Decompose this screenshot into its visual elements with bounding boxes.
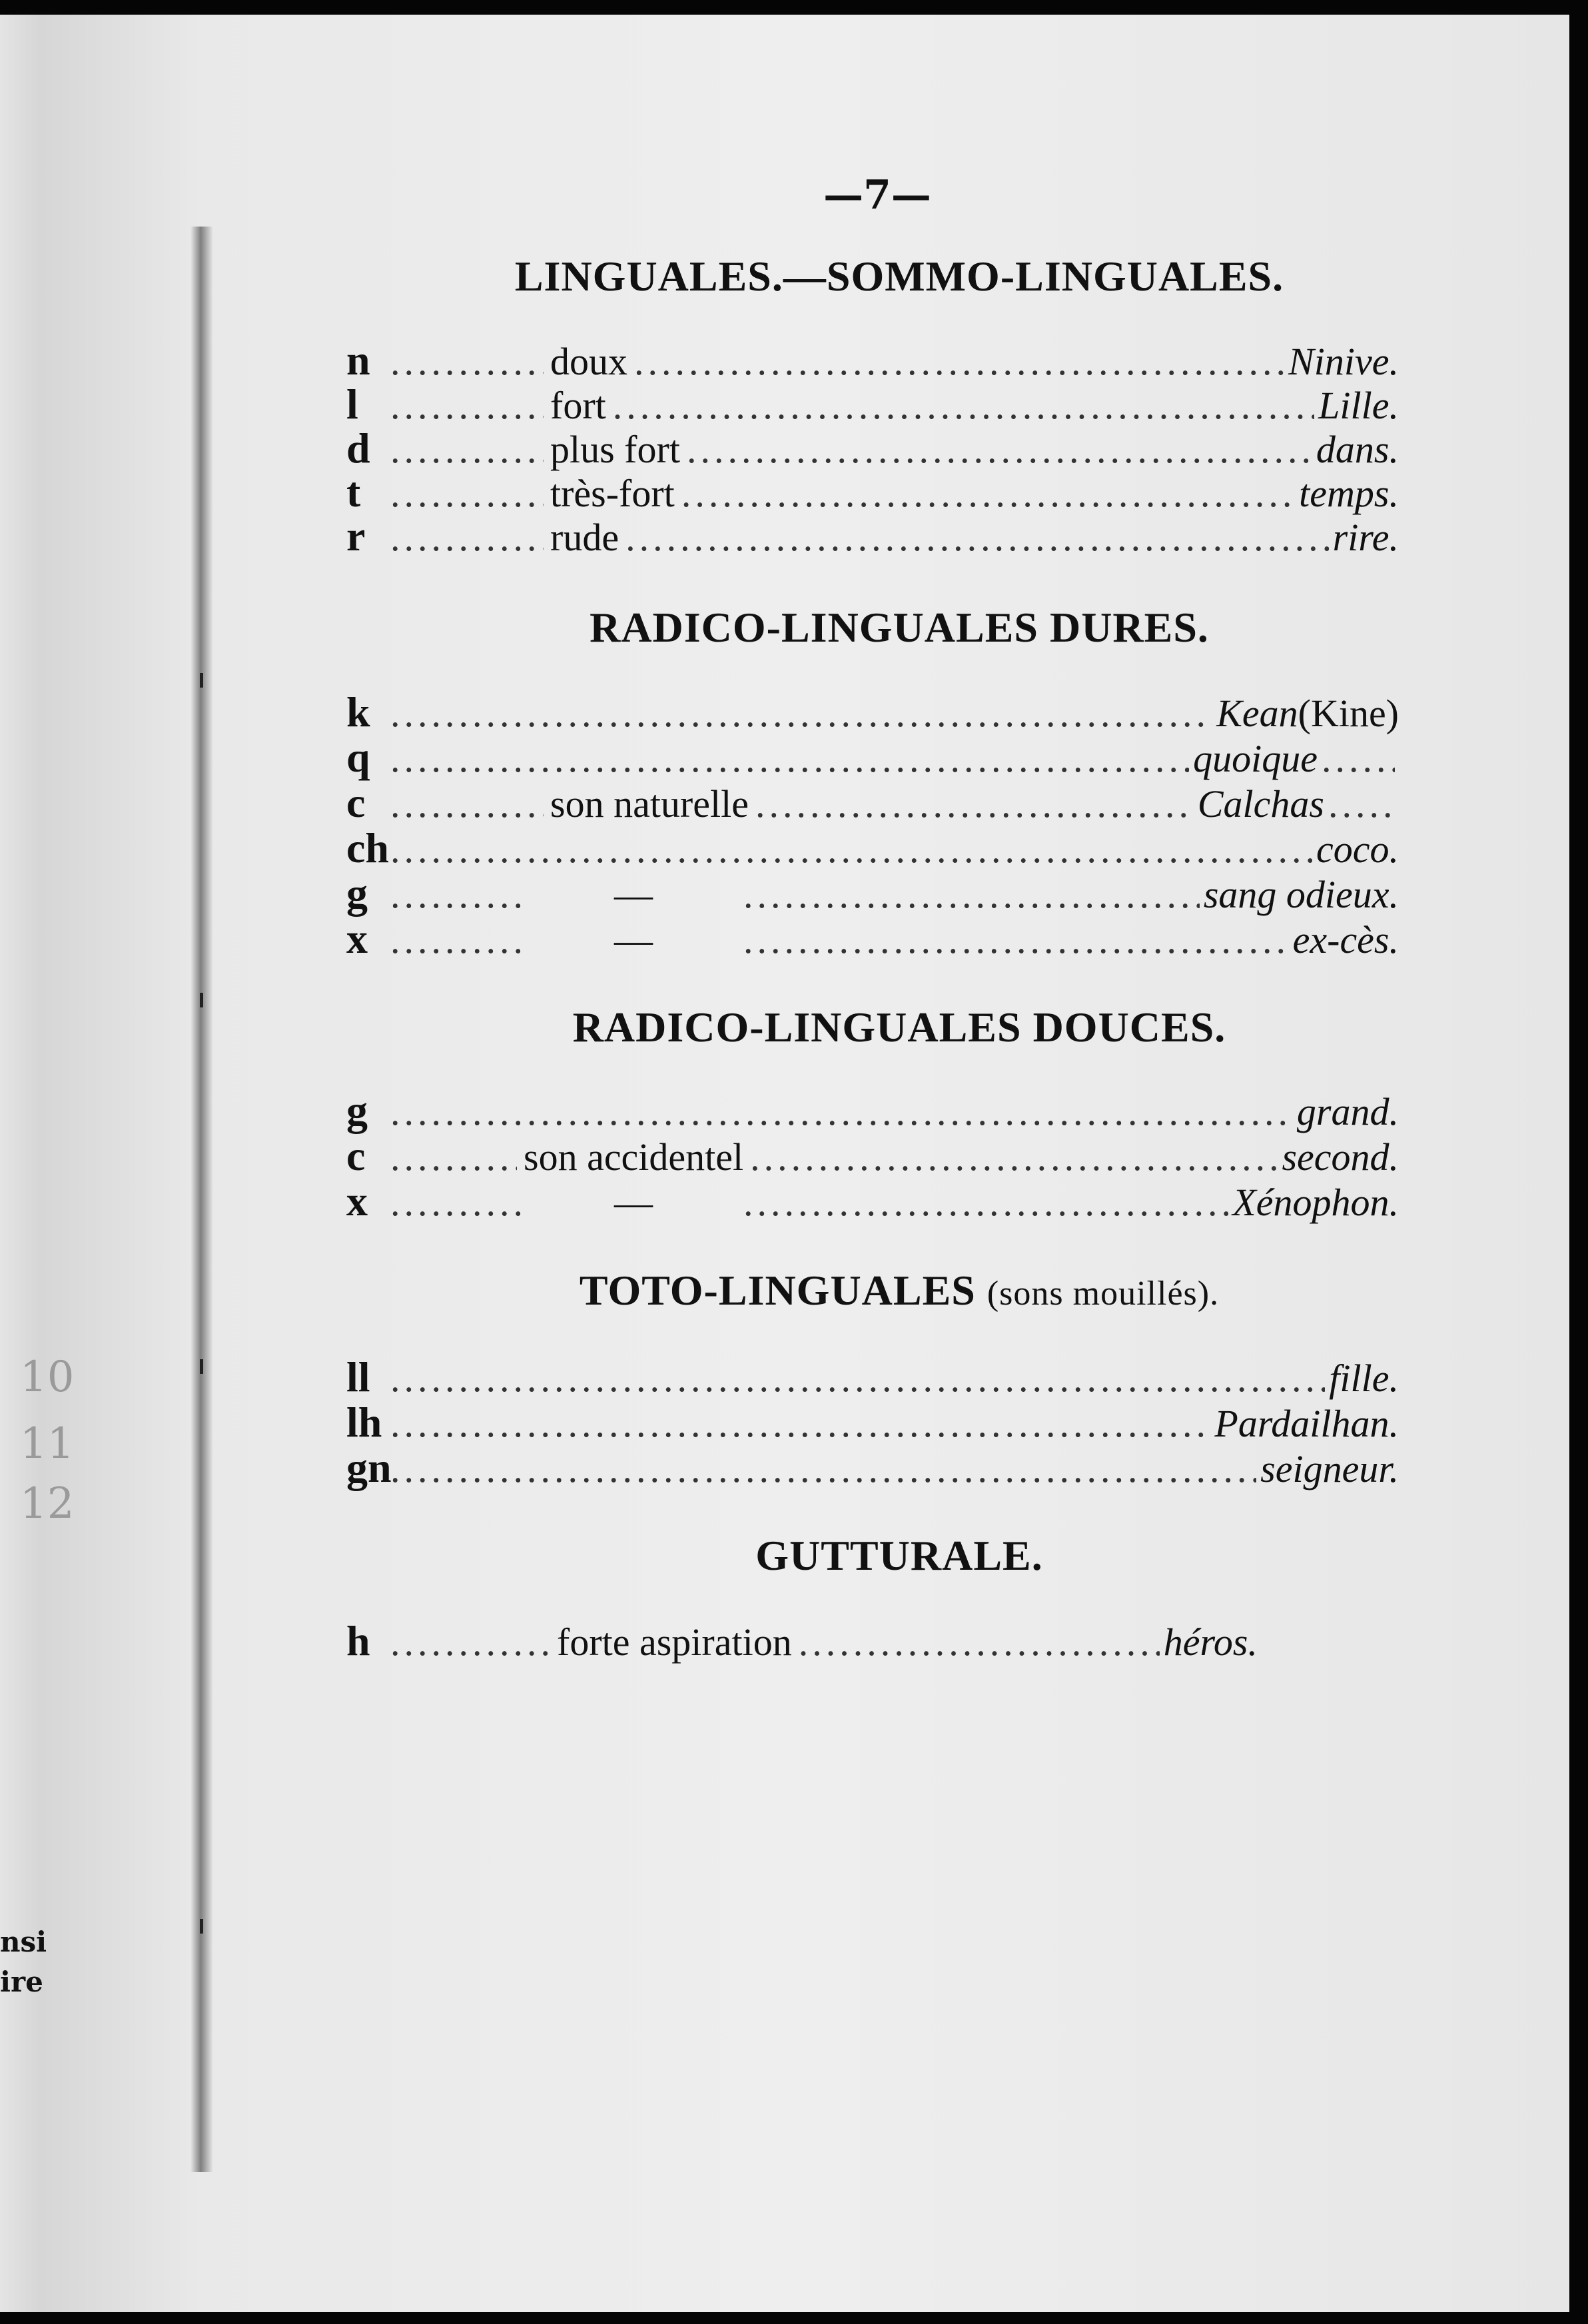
sound-description: plus fort xyxy=(550,428,680,471)
edge-fragment: ire xyxy=(0,1966,43,1998)
consonant-letter: l xyxy=(346,380,358,428)
dot-leader xyxy=(743,872,1200,917)
dot-leader xyxy=(390,1180,524,1225)
consonant-letter: g xyxy=(346,1087,368,1134)
consonant-letter: r xyxy=(346,512,366,560)
dot-leader xyxy=(625,515,1329,560)
section-heading: RADICO-LINGUALES DURES. xyxy=(590,604,1209,651)
consonant-row xyxy=(346,336,1399,384)
dot-leader xyxy=(681,471,1295,516)
consonant-letter: g xyxy=(346,870,368,917)
consonant-row xyxy=(346,1131,1399,1179)
consonant-letter: x xyxy=(346,915,368,962)
example-word: Ninive. xyxy=(1288,340,1399,383)
sound-description: son naturelle xyxy=(550,782,749,826)
dot-leader xyxy=(390,1447,1256,1491)
dot-leader xyxy=(390,1135,517,1179)
consonant-row xyxy=(346,1177,1399,1225)
consonant-row xyxy=(346,1398,1399,1446)
consonant-row xyxy=(346,380,1399,428)
example-word: Kean xyxy=(1216,692,1298,735)
dot-leader xyxy=(743,1180,1228,1225)
consonant-row xyxy=(346,512,1399,560)
consonant-row xyxy=(346,869,1399,917)
consonant-row xyxy=(346,1086,1399,1134)
sound-description: doux xyxy=(550,340,627,383)
example-word: temps. xyxy=(1299,472,1399,515)
binding-fold xyxy=(191,227,213,2172)
example-word: Pardailhan. xyxy=(1214,1402,1399,1445)
ditto-mark: — xyxy=(614,873,653,916)
dot-leader xyxy=(390,1620,550,1664)
dot-leader xyxy=(390,427,544,472)
section-heading-text: TOTO-LINGUALES xyxy=(579,1267,976,1314)
dot-leader xyxy=(1322,736,1395,781)
consonant-letter: n xyxy=(346,336,370,384)
consonant-row xyxy=(346,424,1399,472)
section-heading-note: (sons mouillés). xyxy=(987,1275,1220,1313)
example-word: second. xyxy=(1282,1135,1399,1179)
dot-leader xyxy=(799,1620,1160,1664)
consonant-row xyxy=(346,914,1399,962)
example-word: Xénophon. xyxy=(1232,1181,1399,1224)
sound-description: fort xyxy=(550,384,606,427)
consonant-row xyxy=(346,1353,1399,1401)
consonant-row xyxy=(346,1616,1399,1664)
dot-leader xyxy=(687,427,1312,472)
ditto-mark: — xyxy=(614,1181,653,1224)
dot-leader xyxy=(613,383,1314,428)
consonant-letter: h xyxy=(346,1617,370,1664)
example-word: grand. xyxy=(1296,1090,1399,1133)
bleed-through-mark: 11 xyxy=(20,1419,75,1468)
consonant-letter: t xyxy=(346,468,361,516)
dot-leader xyxy=(1328,782,1395,826)
consonant-row xyxy=(346,468,1399,516)
consonant-row xyxy=(346,778,1399,826)
example-word: ex-cès. xyxy=(1292,918,1399,961)
example-word: héros. xyxy=(1163,1620,1258,1664)
sound-description: très-fort xyxy=(550,472,675,515)
dot-leader xyxy=(390,736,1189,781)
dot-leader xyxy=(390,872,524,917)
example-word: rire. xyxy=(1332,516,1399,559)
dot-leader xyxy=(390,515,544,560)
dot-leader xyxy=(390,827,1312,872)
consonant-letter: ch xyxy=(346,824,389,872)
consonant-row xyxy=(346,733,1399,781)
dot-leader xyxy=(390,1089,1293,1134)
consonant-row xyxy=(346,688,1399,736)
bleed-through-mark: 10 xyxy=(20,1353,75,1402)
section-heading: GUTTURALE. xyxy=(755,1532,1043,1579)
scan-border-bottom xyxy=(0,2312,1588,2324)
bleed-through-mark: 12 xyxy=(20,1479,75,1528)
scan-border-top xyxy=(0,0,1588,15)
dot-leader xyxy=(755,782,1194,826)
section-heading xyxy=(346,1266,1452,1315)
ditto-mark: — xyxy=(614,918,653,961)
consonant-letter: d xyxy=(346,424,370,472)
example-word: sang odieux. xyxy=(1203,873,1399,916)
section-heading: LINGUALES.—SOMMO-LINGUALES. xyxy=(514,253,1284,300)
consonant-letter: c xyxy=(346,779,366,826)
consonant-letter: lh xyxy=(346,1399,382,1446)
example-word: fille. xyxy=(1329,1357,1399,1400)
example-word: Calchas xyxy=(1197,782,1324,826)
dot-leader xyxy=(634,339,1284,384)
dot-leader xyxy=(390,691,1212,736)
example-word: coco. xyxy=(1316,828,1399,871)
dot-leader xyxy=(743,917,1289,962)
dot-leader xyxy=(390,471,544,516)
dot-leader xyxy=(390,1401,1210,1446)
binding-stitch xyxy=(200,1359,203,1374)
binding-stitch xyxy=(200,673,203,688)
consonant-letter: ll xyxy=(346,1353,370,1401)
consonant-letter: q xyxy=(346,734,370,781)
example-word: quoique xyxy=(1193,737,1318,780)
dot-leader xyxy=(390,339,544,384)
example-pronunciation: (Kine) xyxy=(1298,692,1399,735)
dot-leader xyxy=(750,1135,1278,1179)
consonant-row xyxy=(346,824,1399,872)
binding-stitch xyxy=(200,993,203,1007)
dot-leader xyxy=(390,383,544,428)
dot-leader xyxy=(390,782,544,826)
page-number: —7— xyxy=(823,172,931,219)
dot-leader xyxy=(390,1356,1325,1401)
example-word: seigneur. xyxy=(1260,1447,1399,1490)
edge-fragment: nsi xyxy=(0,1926,47,1958)
scan-border-right xyxy=(1569,0,1588,2324)
example-word: dans. xyxy=(1316,428,1399,471)
section-heading: RADICO-LINGUALES DOUCES. xyxy=(572,1003,1226,1051)
consonant-row xyxy=(346,1443,1399,1491)
example-word: Lille. xyxy=(1318,384,1399,427)
sound-description: rude xyxy=(550,516,619,559)
consonant-letter: gn xyxy=(346,1444,392,1491)
consonant-letter: k xyxy=(346,688,370,736)
sound-description: forte aspiration xyxy=(557,1620,792,1664)
dot-leader xyxy=(390,917,524,962)
sound-description: son accidentel xyxy=(524,1135,744,1179)
binding-stitch xyxy=(200,1919,203,1934)
consonant-letter: x xyxy=(346,1177,368,1225)
consonant-letter: c xyxy=(346,1132,366,1179)
